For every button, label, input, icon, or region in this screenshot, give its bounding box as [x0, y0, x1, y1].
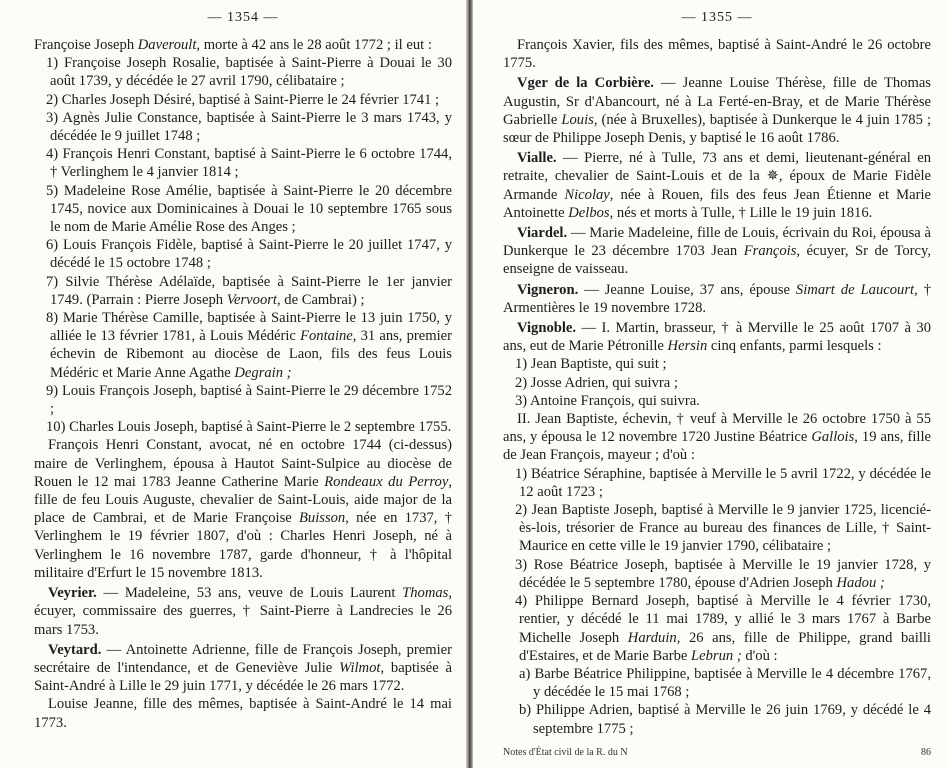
- entry-surname: Veytard.: [48, 641, 102, 658]
- italic-name: Fontaine: [300, 328, 353, 345]
- paragraph-text: 3) Antoine François, qui suivra.: [515, 392, 700, 409]
- right-paragraph: [503, 319, 931, 355]
- italic-name: Gallois: [811, 429, 855, 446]
- left-paragraph: [34, 382, 452, 418]
- paragraph-text: Françoise Joseph: [34, 37, 138, 53]
- paragraph-text: , 26 ans, fille de Philippe, grand bailli d'Estaires, et de Marie Barbe: [519, 629, 931, 664]
- entry-surname: Vigneron.: [517, 281, 579, 298]
- footer-signature-text: Notes d'État civil de la R. du N: [503, 747, 628, 758]
- paragraph-text: 10) Charles Louis Joseph, baptisé à Saint-Pierre le 2 septembre 1755.: [46, 419, 452, 436]
- paragraph-text: 3) Rose Béatrice Joseph, baptisée à Merville le 19 janvier 1728, y décédée le 5 septembre 1780, épouse d'Adrien Joseph: [515, 556, 931, 591]
- right-paragraph: [503, 392, 931, 410]
- italic-name: Wilmot: [339, 659, 381, 676]
- paragraph-text: — Marie Madeleine, fille de Louis, écrivain du Roi, épousa à Dunkerque le 23 décembre 1703 Jean: [503, 225, 931, 260]
- left-paragraph: [34, 54, 452, 90]
- paragraph-text: 1) Béatrice Séraphine, baptisée à Merville le 5 avril 1722, y décédée le 12 août 1723 ;: [515, 465, 931, 500]
- italic-name: Harduin: [627, 629, 677, 646]
- footer-signature-number: 86: [921, 747, 931, 758]
- italic-name: Buisson: [299, 510, 346, 527]
- paragraph-text: 8) Marie Thérèse Camille, baptisée à Saint-Pierre le 13 juin 1750, y alliée le 13 février 1781, à Louis Médéric: [46, 310, 452, 345]
- right-paragraph: [503, 665, 931, 701]
- left-page-text: [34, 36, 452, 732]
- right-page-number: — 1355 —: [681, 10, 753, 25]
- left-paragraph: [34, 436, 452, 582]
- paragraph-text: , née en 1737, † Verlinghem le 19 février 1807, d'où : Charles Henri Joseph, né à Verlinghem le 16 novembre 1787, garde d'honneur, † à l'hôpital militaire d'Erfurt le 15 novembre 1813.: [34, 510, 452, 581]
- paragraph-text: b) Philippe Adrien, baptisé à Merville le 26 juin 1769, y décédé le 4 septembre 1775 ;: [519, 702, 931, 737]
- paragraph-text: , fille de feu Louis Auguste, chevalier de Saint-Louis, aide major de la place de Cambrai, et de Marie Françoise: [34, 473, 452, 527]
- paragraph-text: , (née à Bruxelles), baptisée à Dunkerque le 4 juin 1785 ; sœur de Philippe Joseph Denis, y baptisé le 16 août 1786.: [503, 111, 931, 147]
- paragraph-text: 7) Silvie Thérèse Adélaïde, baptisée à Saint-Pierre le 1er janvier 1749. (Parrain : Pierre Joseph: [46, 273, 452, 308]
- italic-name: Nicolay: [564, 186, 610, 203]
- left-paragraph: [34, 641, 452, 696]
- entry-surname: Vger de la Corbière.: [517, 75, 654, 92]
- paragraph-text: 9) Louis François Joseph, baptisé à Saint-Pierre le 29 décembre 1752 ;: [46, 382, 452, 418]
- right-page: [473, 0, 949, 768]
- paragraph-text: — Pierre, né à Tulle, 73 ans et demi, lieutenant-général en retraite, chevalier de Saint-Louis et de la ✵, époux de Marie Fidèle Armande: [503, 150, 931, 203]
- right-paragraph: [503, 224, 931, 279]
- italic-name: Daveroult: [137, 37, 197, 53]
- left-paragraph: [34, 182, 452, 237]
- right-paragraph: [503, 556, 931, 592]
- left-paragraph: [34, 695, 452, 731]
- italic-name: Simart de Laucourt: [795, 281, 915, 298]
- italic-name: Degrain ;: [234, 364, 292, 381]
- paragraph-text: — Jeanne Louise Thérèse, fille de Thomas Augustin, Sr d'Abancourt, né à La Ferté-en-Bray, et de Marie Thérèse Gabrielle: [503, 75, 931, 128]
- paragraph-text: 4) François Henri Constant, baptisé à Saint-Pierre le 6 octobre 1744, † Verlinghem le 4 janvier 1814 ;: [46, 146, 452, 181]
- paragraph-text: François Xavier, fils des mêmes, baptisé à Saint-André le 26 octobre 1775.: [503, 37, 931, 72]
- right-paragraph: [503, 701, 931, 737]
- right-paragraph: [503, 355, 931, 373]
- paragraph-text: , morte à 42 ans le 28 août 1772 ; il eut :: [196, 37, 432, 53]
- right-paragraph: [503, 501, 931, 556]
- left-paragraph: [34, 236, 452, 272]
- right-paragraph: [503, 149, 931, 222]
- paragraph-text: a) Barbe Béatrice Philippine, baptisée à Merville le 4 décembre 1767, y décédée le 15 mai 1768 ;: [519, 665, 931, 701]
- italic-name: Thomas: [402, 585, 449, 602]
- paragraph-text: — Madeleine, 53 ans, veuve de Louis Laurent: [96, 585, 403, 602]
- italic-name: François: [743, 243, 797, 260]
- paragraph-text: , écuyer, Sr de Torcy, enseigne de vaisseau.: [503, 243, 931, 278]
- italic-name: Louis: [561, 111, 594, 128]
- right-paragraph: [503, 74, 931, 147]
- left-paragraph: [34, 36, 452, 54]
- paragraph-text: François Henri Constant, avocat, né en octobre 1744 (ci-dessus) maire de Verlinghem, épousa à Hautot Saint-Sulpice au diocèse de Rouen le 12 mai 1783 Jeanne Catherine Marie: [34, 437, 452, 490]
- right-paragraph: [503, 592, 931, 665]
- entry-surname: Veyrier.: [48, 585, 97, 602]
- italic-name: Rondeaux du Perroy: [324, 473, 449, 490]
- left-paragraph: [34, 273, 452, 309]
- page-footer: [503, 747, 931, 758]
- paragraph-text: Louise Jeanne, fille des mêmes, baptisée à Saint-André le 14 mai 1773.: [34, 696, 452, 731]
- left-paragraph: [34, 109, 452, 145]
- paragraph-text: , née à Rouen, fils des feus Jean Étienne et Marie Antoinette: [503, 186, 931, 221]
- paragraph-text: d'où :: [741, 647, 778, 664]
- left-paragraph: [34, 309, 452, 382]
- italic-name: Hersin: [667, 338, 708, 355]
- paragraph-text: 6) Louis François Fidèle, baptisé à Saint-Pierre le 20 juillet 1747, y décédé le 15 octobre 1748 ;: [46, 237, 452, 272]
- italic-name: Vervoort: [226, 291, 277, 308]
- paragraph-text: — I. Martin, brasseur, † à Merville le 25 août 1707 à 30 ans, eut de Marie Pétronille: [503, 320, 931, 355]
- entry-surname: Viardel.: [517, 225, 568, 242]
- italic-name: Delbos: [568, 204, 610, 221]
- right-page-text: [503, 36, 931, 738]
- paragraph-text: , de Cambrai) ;: [276, 291, 365, 308]
- paragraph-text: II. Jean Baptiste, échevin, † veuf à Merville le 26 octobre 1750 à 55 ans, y épousa le 12 novembre 1720 Justine Béatrice: [503, 411, 931, 446]
- right-paragraph: [503, 36, 931, 72]
- paragraph-text: 2) Jean Baptiste Joseph, baptisé à Merville le 9 janvier 1725, licencié-ès-lois, trésorier de France au bureau des finances de Lille, † Saint-Maurice en cette ville le 19 janvier 1790, célibataire ;: [515, 502, 931, 555]
- italic-name: Lebrun ;: [691, 647, 742, 664]
- paragraph-text: — Jeanne Louise, 37 ans, épouse: [578, 281, 796, 298]
- paragraph-text: 4) Philippe Bernard Joseph, baptisé à Merville le 4 février 1730, rentier, y décédé le 11 mai 1789, y allié le 3 mars 1767 à Barbe Michelle Joseph: [515, 593, 931, 646]
- paragraph-text: cinq enfants, parmi lesquels :: [707, 338, 882, 355]
- left-page-number: — 1354 —: [207, 10, 279, 25]
- entry-surname: Vignoble.: [517, 320, 577, 337]
- right-paragraph: [503, 410, 931, 465]
- paragraph-text: , nés et morts à Tulle, † Lille le 19 juin 1816.: [609, 204, 873, 221]
- italic-name: Hadou ;: [836, 574, 885, 591]
- paragraph-text: , 19 ans, fille de Jean François, mayeur ; d'où :: [503, 429, 931, 464]
- paragraph-text: — Antoinette Adrienne, fille de François Joseph, premier secrétaire de l'intendance, et de Geneviève Julie: [34, 641, 452, 676]
- right-paragraph: [503, 374, 931, 392]
- left-page: [0, 0, 466, 768]
- left-paragraph: [34, 145, 452, 181]
- left-paragraph: [34, 584, 452, 639]
- paragraph-text: , baptisée à Saint-André à Lille le 29 juin 1771, y décédée le 26 mars 1772.: [34, 659, 452, 695]
- entry-surname: Vialle.: [517, 150, 557, 167]
- paragraph-text: 5) Madeleine Rose Amélie, baptisée à Saint-Pierre le 20 décembre 1745, novice aux Dominicaines à Douai le 10 septembre 1765 sous le nom de Marie Amélie Rose des Anges ;: [46, 182, 452, 236]
- paragraph-text: 1) Jean Baptiste, qui suit ;: [515, 356, 667, 373]
- paragraph-text: 2) Charles Joseph Désiré, baptisé à Saint-Pierre le 24 février 1741 ;: [46, 91, 440, 108]
- right-paragraph: [503, 281, 931, 317]
- left-paragraph: [34, 91, 452, 109]
- left-paragraph: [34, 418, 452, 436]
- paragraph-text: 1) Françoise Joseph Rosalie, baptisée à Saint-Pierre à Douai le 30 août 1739, y décédée le 27 avril 1790, célibataire ;: [46, 55, 452, 90]
- paragraph-text: 2) Josse Adrien, qui suivra ;: [515, 374, 678, 391]
- paragraph-text: , † Armentières le 19 novembre 1728.: [503, 281, 931, 316]
- paragraph-text: , 31 ans, premier échevin de Ribemont au diocèse de Laon, fils des feus Louis Médéric et Marie Anne Agathe: [50, 328, 452, 381]
- right-paragraph: [503, 465, 931, 501]
- paragraph-text: , écuyer, commissaire des guerres, † Saint-Pierre à Landrecies le 26 mars 1753.: [34, 585, 452, 638]
- book-gutter: [466, 0, 473, 768]
- paragraph-text: 3) Agnès Julie Constance, baptisée à Saint-Pierre le 3 mars 1743, y décédée le 9 juillet 1748 ;: [46, 109, 452, 145]
